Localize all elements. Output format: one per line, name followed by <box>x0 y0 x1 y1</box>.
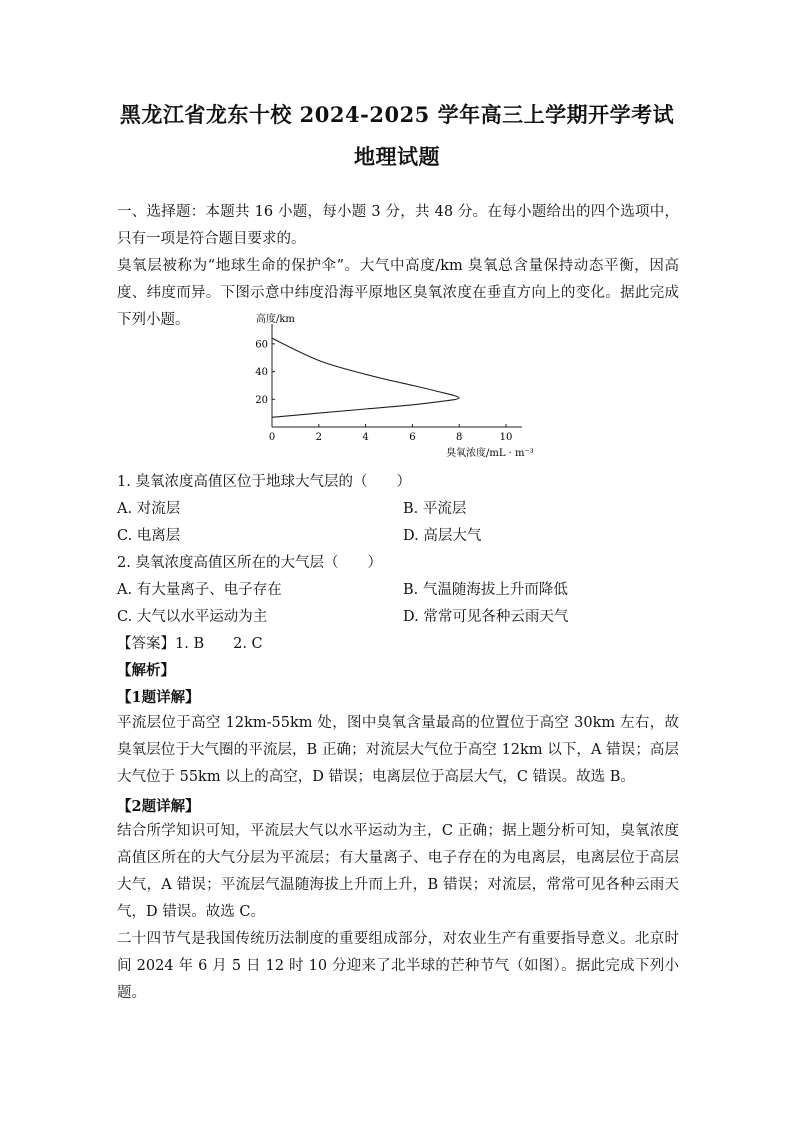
q1-detail-heading: 【1题详解】 <box>117 689 200 706</box>
chart-ylabel: 高度/km <box>256 314 295 325</box>
x-tick-label: 10 <box>499 432 513 443</box>
answer: 【答案】1. B 2. C <box>117 636 263 652</box>
ozone-curve <box>272 338 459 417</box>
q2-option-c: C. 大气以水平运动为主 <box>117 609 268 625</box>
y-tick-label: 40 <box>255 367 268 379</box>
analysis-heading: 【解析】 <box>117 662 175 679</box>
y-tick-label: 60 <box>255 339 268 351</box>
q2-detail-text: 结合所学知识可知，平流层大气以水平运动为主，C 正确；据上题分析可知，臭氧浓度高值区所在的大气分层为平流层；有大量离子、电子存在的为电离层，电离层位于高层大气，A 错误；平流层气温随海拔上升而上升，B 错误；对流层，常常可见各种云雨天气，D 错误。故选 C。 <box>117 823 679 920</box>
q1-option-b: B. 平流层 <box>403 501 467 517</box>
chart-xlabel: 臭氧浓度/mL · m⁻³ <box>446 448 534 459</box>
x-tick-label: 4 <box>362 432 369 443</box>
page-subtitle: 地理试题 <box>354 144 440 169</box>
q1-option-d: D. 高层大气 <box>403 528 482 544</box>
q2-option-b: B. 气温随海拔上升而降低 <box>403 582 568 598</box>
q2-option-d: D. 常常可见各种云雨天气 <box>403 609 569 625</box>
q2-option-a: A. 有大量离子、电子存在 <box>117 582 282 598</box>
q2-detail-heading: 【2题详解】 <box>117 798 200 815</box>
q1-option-c: C. 电离层 <box>117 528 181 544</box>
question-intro-ozone: 臭氧层被称为“地球生命的保护伞”。大气中高度/km 臭氧总含量保持动态平衡，因高度、纬度而异。下图示意中纬度沿海平原地区臭氧浓度在垂直方向上的变化。据此完成下列小题。 <box>117 258 679 328</box>
page-title: 黑龙江省龙东十校 2024-2025 学年高三上学期开学考试 <box>119 102 675 127</box>
q1-detail-text: 平流层位于高空 12km-55km 处，图中臭氧含量最高的位置位于高空 30km 左右，故臭氧层位于大气圈的平流层，B 正确；对流层大气位于高空 12km 以下，A 错误；高层大气位于 55km 以上的高空，D 错误；电离层位于高层大气，C 错误。故选 B。 <box>117 715 679 785</box>
q2-stem: 2. 臭氧浓度高值区所在的大气层（ ） <box>117 555 382 571</box>
x-tick-label: 0 <box>268 432 276 443</box>
section-instructions: 一、选择题：本题共 16 小题，每小题 3 分，共 48 分。在每小题给出的四个选项中，只有一项是符合题目要求的。 <box>117 204 679 247</box>
x-tick-label: 6 <box>409 432 416 443</box>
y-tick-label: 20 <box>255 394 268 406</box>
x-tick-label: 2 <box>315 432 322 443</box>
ozone-chart <box>240 308 550 460</box>
x-tick-label: 8 <box>456 432 463 443</box>
question-intro-solar-terms: 二十四节气是我国传统历法制度的重要组成部分，对农业生产有重要指导意义。北京时间 2024 年 6 月 5 日 12 时 10 分迎来了北半球的芒种节气（如图）。据此完成下列小题。 <box>117 931 679 1001</box>
q1-stem: 1. 臭氧浓度高值区位于地球大气层的（ ） <box>117 474 411 490</box>
q1-option-a: A. 对流层 <box>117 501 181 517</box>
